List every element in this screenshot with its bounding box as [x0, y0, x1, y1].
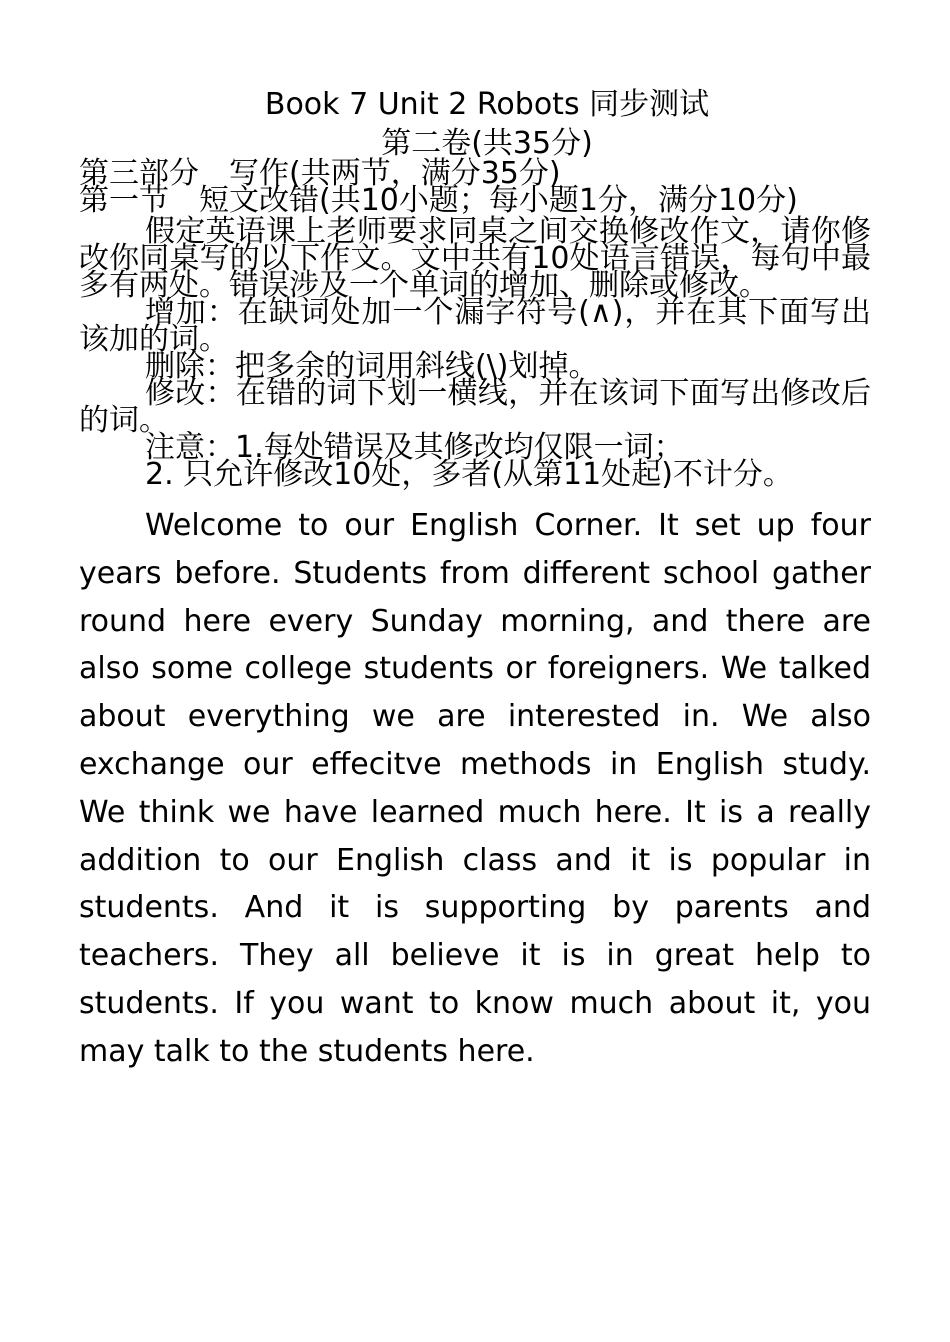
- instructions-delete-rule: 删除：把多余的词用斜线(\)划掉。: [145, 349, 599, 384]
- essay-passage: Welcome to our English Corner. It set up four years before. Students from different school gather round here every Sunday morning, and there are also some college students or foreigners. We talked about everything we are interested in. We also exchange our effecitve methods in English study. We think we have learned much here. It is a really addition to our English class and it is popular in students. And it is supporting by parents and teachers. They all believe it is in great help to students. If you want to know much about it, you may talk to the students here.: [79, 508, 871, 1069]
- document-page: [79, 82, 871, 1076]
- volume-heading: 第二卷(共35分): [381, 126, 593, 161]
- instructions-note-1: 注意：1.每处错误及其修改均仅限一词；: [145, 430, 684, 465]
- section-heading: 第一节 短文改错(共10小题；每小题1分，满分10分): [79, 183, 798, 218]
- instructions-intro: 假定英语课上老师要求同桌之间交换修改作文，请你修改你同桌写的以下作文。文中共有10处语言错误，每句中最多有两处。错误涉及一个单词的增加、删除或修改。: [79, 214, 871, 303]
- instructions-add-rule: 增加：在缺词处加一个漏字符号(∧)，并在其下面写出该加的词。: [79, 295, 871, 357]
- document-title: Book 7 Unit 2 Robots 同步测试: [264, 87, 710, 122]
- part-heading: 第三部分 写作(共两节，满分35分): [79, 156, 561, 191]
- instructions-note-2: 2. 只允许修改10处，多者(从第11处起)不计分。: [145, 457, 793, 492]
- instructions-modify-rule: 修改：在错的词下划一横线，并在该词下面写出修改后的词。: [79, 376, 871, 438]
